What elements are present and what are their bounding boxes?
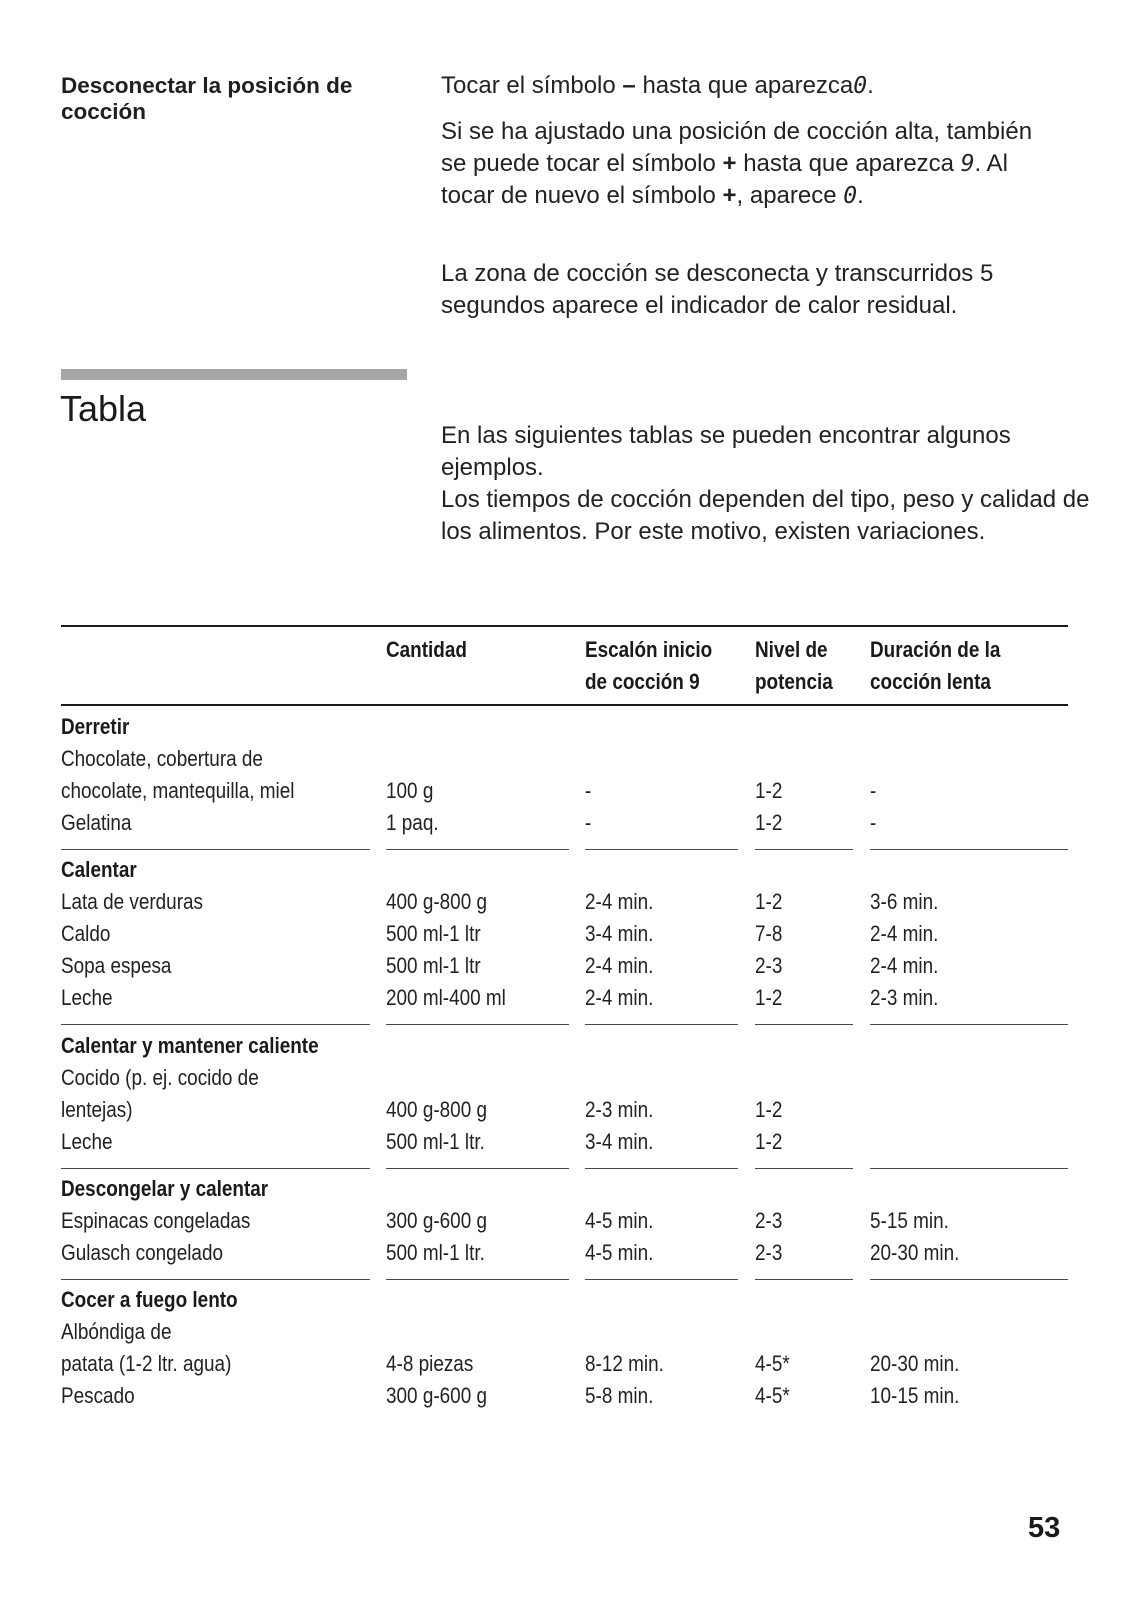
cell-nivel-potencia: 1-2 <box>755 1129 783 1154</box>
group-separator-line <box>870 1024 1068 1025</box>
cell-duracion-lenta: 10-15 min. <box>870 1383 960 1408</box>
cell-escalon-inicio: 3-4 min. <box>585 921 654 946</box>
table-header-rule <box>61 704 1068 706</box>
cell-duracion-lenta: - <box>870 778 877 803</box>
header-cantidad: Cantidad <box>386 637 467 662</box>
cell-nivel-potencia: 7-8 <box>755 921 783 946</box>
display-digit-0: 0 <box>853 73 868 99</box>
group-separator-line <box>585 1024 738 1025</box>
header-nivel-line-1: Nivel de <box>755 637 828 662</box>
group-separator-line <box>585 849 738 850</box>
food-name: Sopa espesa <box>61 953 172 978</box>
cell-cantidad: 200 ml-400 ml <box>386 985 506 1010</box>
cell-nivel-potencia: 1-2 <box>755 985 783 1010</box>
cell-escalon-inicio: 4-5 min. <box>585 1240 654 1265</box>
group-separator-line <box>61 1279 370 1280</box>
food-name: Leche <box>61 985 113 1010</box>
cell-cantidad: 500 ml-1 ltr <box>386 953 481 978</box>
cell-duracion-lenta: 20-30 min. <box>870 1351 960 1376</box>
food-name: Gelatina <box>61 810 132 835</box>
header-nivel-line-2: potencia <box>755 669 833 694</box>
food-name: Gulasch congelado <box>61 1240 223 1265</box>
paragraph-calor-residual: La zona de cocción se desconecta y transcurridos 5 segundos aparece el indicador de calor residual. <box>441 260 994 319</box>
food-name: Albóndiga de <box>61 1319 172 1344</box>
cell-escalon-inicio: 8-12 min. <box>585 1351 664 1376</box>
cell-duracion-lenta: 2-4 min. <box>870 921 939 946</box>
plus-symbol: + <box>722 150 737 177</box>
p2-text-a: Si se ha ajustado una posición de cocción alta, también se puede tocar el símbolo <box>441 118 1033 177</box>
cell-cantidad: 500 ml-1 ltr. <box>386 1129 485 1154</box>
cell-escalon-inicio: 2-3 min. <box>585 1097 654 1122</box>
group-fuego-lento-title: Cocer a fuego lento <box>61 1287 238 1312</box>
group-separator-line <box>585 1168 738 1169</box>
header-duracion-line-1: Duración de la <box>870 637 1001 662</box>
paragraph-tocar-simbolo <box>441 70 1091 102</box>
group-separator-line <box>755 849 853 850</box>
cell-escalon-inicio: - <box>585 810 592 835</box>
cell-escalon-inicio: 2-4 min. <box>585 889 654 914</box>
group-separator-line <box>61 849 370 850</box>
cell-duracion-lenta: 3-6 min. <box>870 889 939 914</box>
group-descongelar-title: Descongelar y calentar <box>61 1176 269 1201</box>
cell-duracion-lenta: - <box>870 810 877 835</box>
p2-text-b: hasta que aparezca <box>743 150 955 177</box>
cell-cantidad: 500 ml-1 ltr. <box>386 1240 485 1265</box>
p1-text-a: Tocar el símbolo <box>441 72 616 99</box>
header-duracion-line-2: cocción lenta <box>870 669 991 694</box>
cell-cantidad: 100 g <box>386 778 434 803</box>
display-digit-9: 9 <box>960 151 975 177</box>
food-name: Cocido (p. ej. cocido de <box>61 1065 259 1090</box>
paragraph-tabla-intro <box>441 420 1091 548</box>
cell-duracion-lenta: 2-4 min. <box>870 953 939 978</box>
p1-text-b: hasta que aparezca <box>642 72 854 99</box>
cell-duracion-lenta: 20-30 min. <box>870 1240 960 1265</box>
food-name: Pescado <box>61 1383 135 1408</box>
group-separator-line <box>585 1279 738 1280</box>
paragraph-posicion-alta <box>441 116 1051 212</box>
group-separator-line <box>386 1168 569 1169</box>
food-name: Chocolate, cobertura de <box>61 746 263 771</box>
side-title-desconectar: Desconectar la posición de cocción <box>61 73 353 124</box>
cell-nivel-potencia: 1-2 <box>755 810 783 835</box>
cell-nivel-potencia: 4-5* <box>755 1351 790 1376</box>
group-separator-line <box>386 849 569 850</box>
group-separator-line <box>755 1024 853 1025</box>
group-separator-line <box>61 1168 370 1169</box>
cell-nivel-potencia: 2-3 <box>755 953 783 978</box>
cell-cantidad: 400 g-800 g <box>386 889 487 914</box>
p2-text-d: , aparece <box>736 182 837 209</box>
food-name: Caldo <box>61 921 111 946</box>
cell-nivel-potencia: 4-5* <box>755 1383 790 1408</box>
group-separator-line <box>870 849 1068 850</box>
group-separator-line <box>755 1279 853 1280</box>
p2-text-c: . Al tocar de nuevo el símbolo <box>441 150 1008 209</box>
group-calentar-title: Calentar <box>61 857 137 882</box>
intro-line-1: En las siguientes tablas se pueden encontrar algunos ejemplos. <box>441 422 1011 481</box>
plus-symbol-2: + <box>722 182 737 209</box>
group-separator-line <box>386 1279 569 1280</box>
group-separator-line <box>870 1279 1068 1280</box>
cell-escalon-inicio: 3-4 min. <box>585 1129 654 1154</box>
group-derretir-title: Derretir <box>61 714 130 739</box>
food-name: patata (1-2 ltr. agua) <box>61 1351 232 1376</box>
cell-escalon-inicio: - <box>585 778 592 803</box>
p1-text-end: . <box>867 72 874 99</box>
cell-duracion-lenta: 2-3 min. <box>870 985 939 1010</box>
table-top-rule <box>61 625 1068 627</box>
header-escalon-line-1: Escalón inicio <box>585 637 713 662</box>
cell-nivel-potencia: 1-2 <box>755 778 783 803</box>
cell-nivel-potencia: 1-2 <box>755 1097 783 1122</box>
cell-escalon-inicio: 4-5 min. <box>585 1208 654 1233</box>
cell-cantidad: 4-8 piezas <box>386 1351 474 1376</box>
display-digit-0-b: 0 <box>843 183 858 209</box>
food-name: chocolate, mantequilla, miel <box>61 778 295 803</box>
group-separator-line <box>386 1024 569 1025</box>
food-name: Leche <box>61 1129 113 1154</box>
p2-text-end: . <box>857 182 864 209</box>
food-name: lentejas) <box>61 1097 133 1122</box>
group-mantener-title: Calentar y mantener caliente <box>61 1033 319 1058</box>
minus-symbol: – <box>622 72 636 99</box>
cell-cantidad: 300 g-600 g <box>386 1383 487 1408</box>
cell-escalon-inicio: 2-4 min. <box>585 985 654 1010</box>
cell-cantidad: 500 ml-1 ltr <box>386 921 481 946</box>
cell-cantidad: 300 g-600 g <box>386 1208 487 1233</box>
food-name: Espinacas congeladas <box>61 1208 251 1233</box>
cell-nivel-potencia: 2-3 <box>755 1208 783 1233</box>
intro-line-2: Los tiempos de cocción dependen del tipo, peso y calidad de los alimentos. Por este motivo, existen variaciones. <box>441 486 1090 545</box>
page-number: 53 <box>1028 1512 1061 1544</box>
cell-escalon-inicio: 5-8 min. <box>585 1383 654 1408</box>
group-separator-line <box>870 1168 1068 1169</box>
food-name: Lata de verduras <box>61 889 203 914</box>
cell-duracion-lenta: 5-15 min. <box>870 1208 949 1233</box>
cell-nivel-potencia: 2-3 <box>755 1240 783 1265</box>
header-escalon-line-2: de cocción 9 <box>585 669 700 694</box>
section-heading-tabla: Tabla <box>60 388 147 429</box>
section-divider-bar <box>61 369 407 380</box>
cell-escalon-inicio: 2-4 min. <box>585 953 654 978</box>
cell-cantidad: 400 g-800 g <box>386 1097 487 1122</box>
group-separator-line <box>755 1168 853 1169</box>
group-separator-line <box>61 1024 370 1025</box>
cell-cantidad: 1 paq. <box>386 810 439 835</box>
cell-nivel-potencia: 1-2 <box>755 889 783 914</box>
